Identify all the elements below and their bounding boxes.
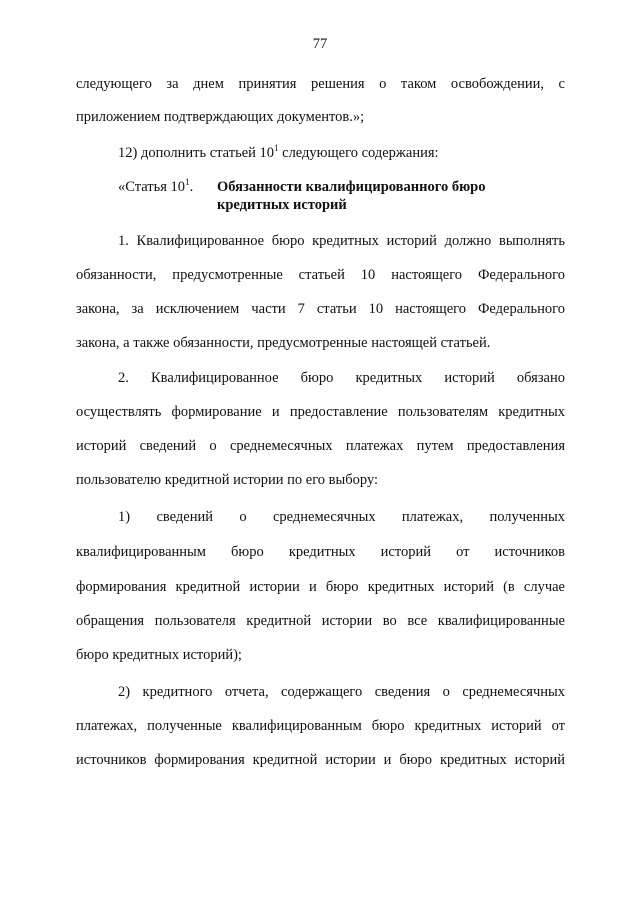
text-line: квалифицированным бюро кредитных историй от источников [76,544,565,560]
amendment-line [118,144,565,162]
article-title-line-2: кредитных историй [217,197,347,213]
text-line: обязанности, предусмотренные статьей 10 настоящего Федерального [76,267,565,283]
text-line: историй сведений о среднемесячных платежах путем предоставления [76,438,565,454]
text-line: 1) сведений о среднемесячных платежах, полученных [118,509,565,525]
text-line: 2) кредитного отчета, содержащего сведения о среднемесячных [118,684,565,700]
text-line: формирования кредитной истории и бюро кредитных историй (в случае [76,579,565,595]
text-line: следующего за днем принятия решения о таком освобождении, с [76,76,565,92]
text-line: осуществлять формирование и предоставление пользователям кредитных [76,404,565,420]
text-line: 1. Квалифицированное бюро кредитных историй должно выполнять [118,233,565,249]
text-fragment: «Статья 10 [118,179,186,195]
superscript: 1 [185,177,190,187]
text-line: закона, за исключением части 7 статьи 10 настоящего Федерального [76,301,565,317]
text-line: платежах, полученные квалифицированным бюро кредитных историй от [76,718,565,734]
text-line: 2. Квалифицированное бюро кредитных историй обязано [118,370,565,386]
text-fragment: . [189,179,194,195]
article-label [118,178,193,196]
text-line: источников формирования кредитной истории и бюро кредитных историй [76,752,565,768]
article-title-line-1: Обязанности квалифицированного бюро [217,179,486,195]
text-line: бюро кредитных историй); [76,647,242,663]
text-line: обращения пользователя кредитной истории во все квалифицированные [76,613,565,629]
text-line: пользователю кредитной истории по его выбору: [76,472,379,488]
page-number: 77 [312,36,328,52]
text-line: закона, а также обязанности, предусмотренные настоящей статьей. [76,335,491,351]
superscript: 1 [274,143,279,153]
text-fragment: следующего содержания: [278,145,439,161]
text-fragment: 12) дополнить статьей 10 [118,145,275,161]
text-line: приложением подтверждающих документов.»; [76,109,365,125]
